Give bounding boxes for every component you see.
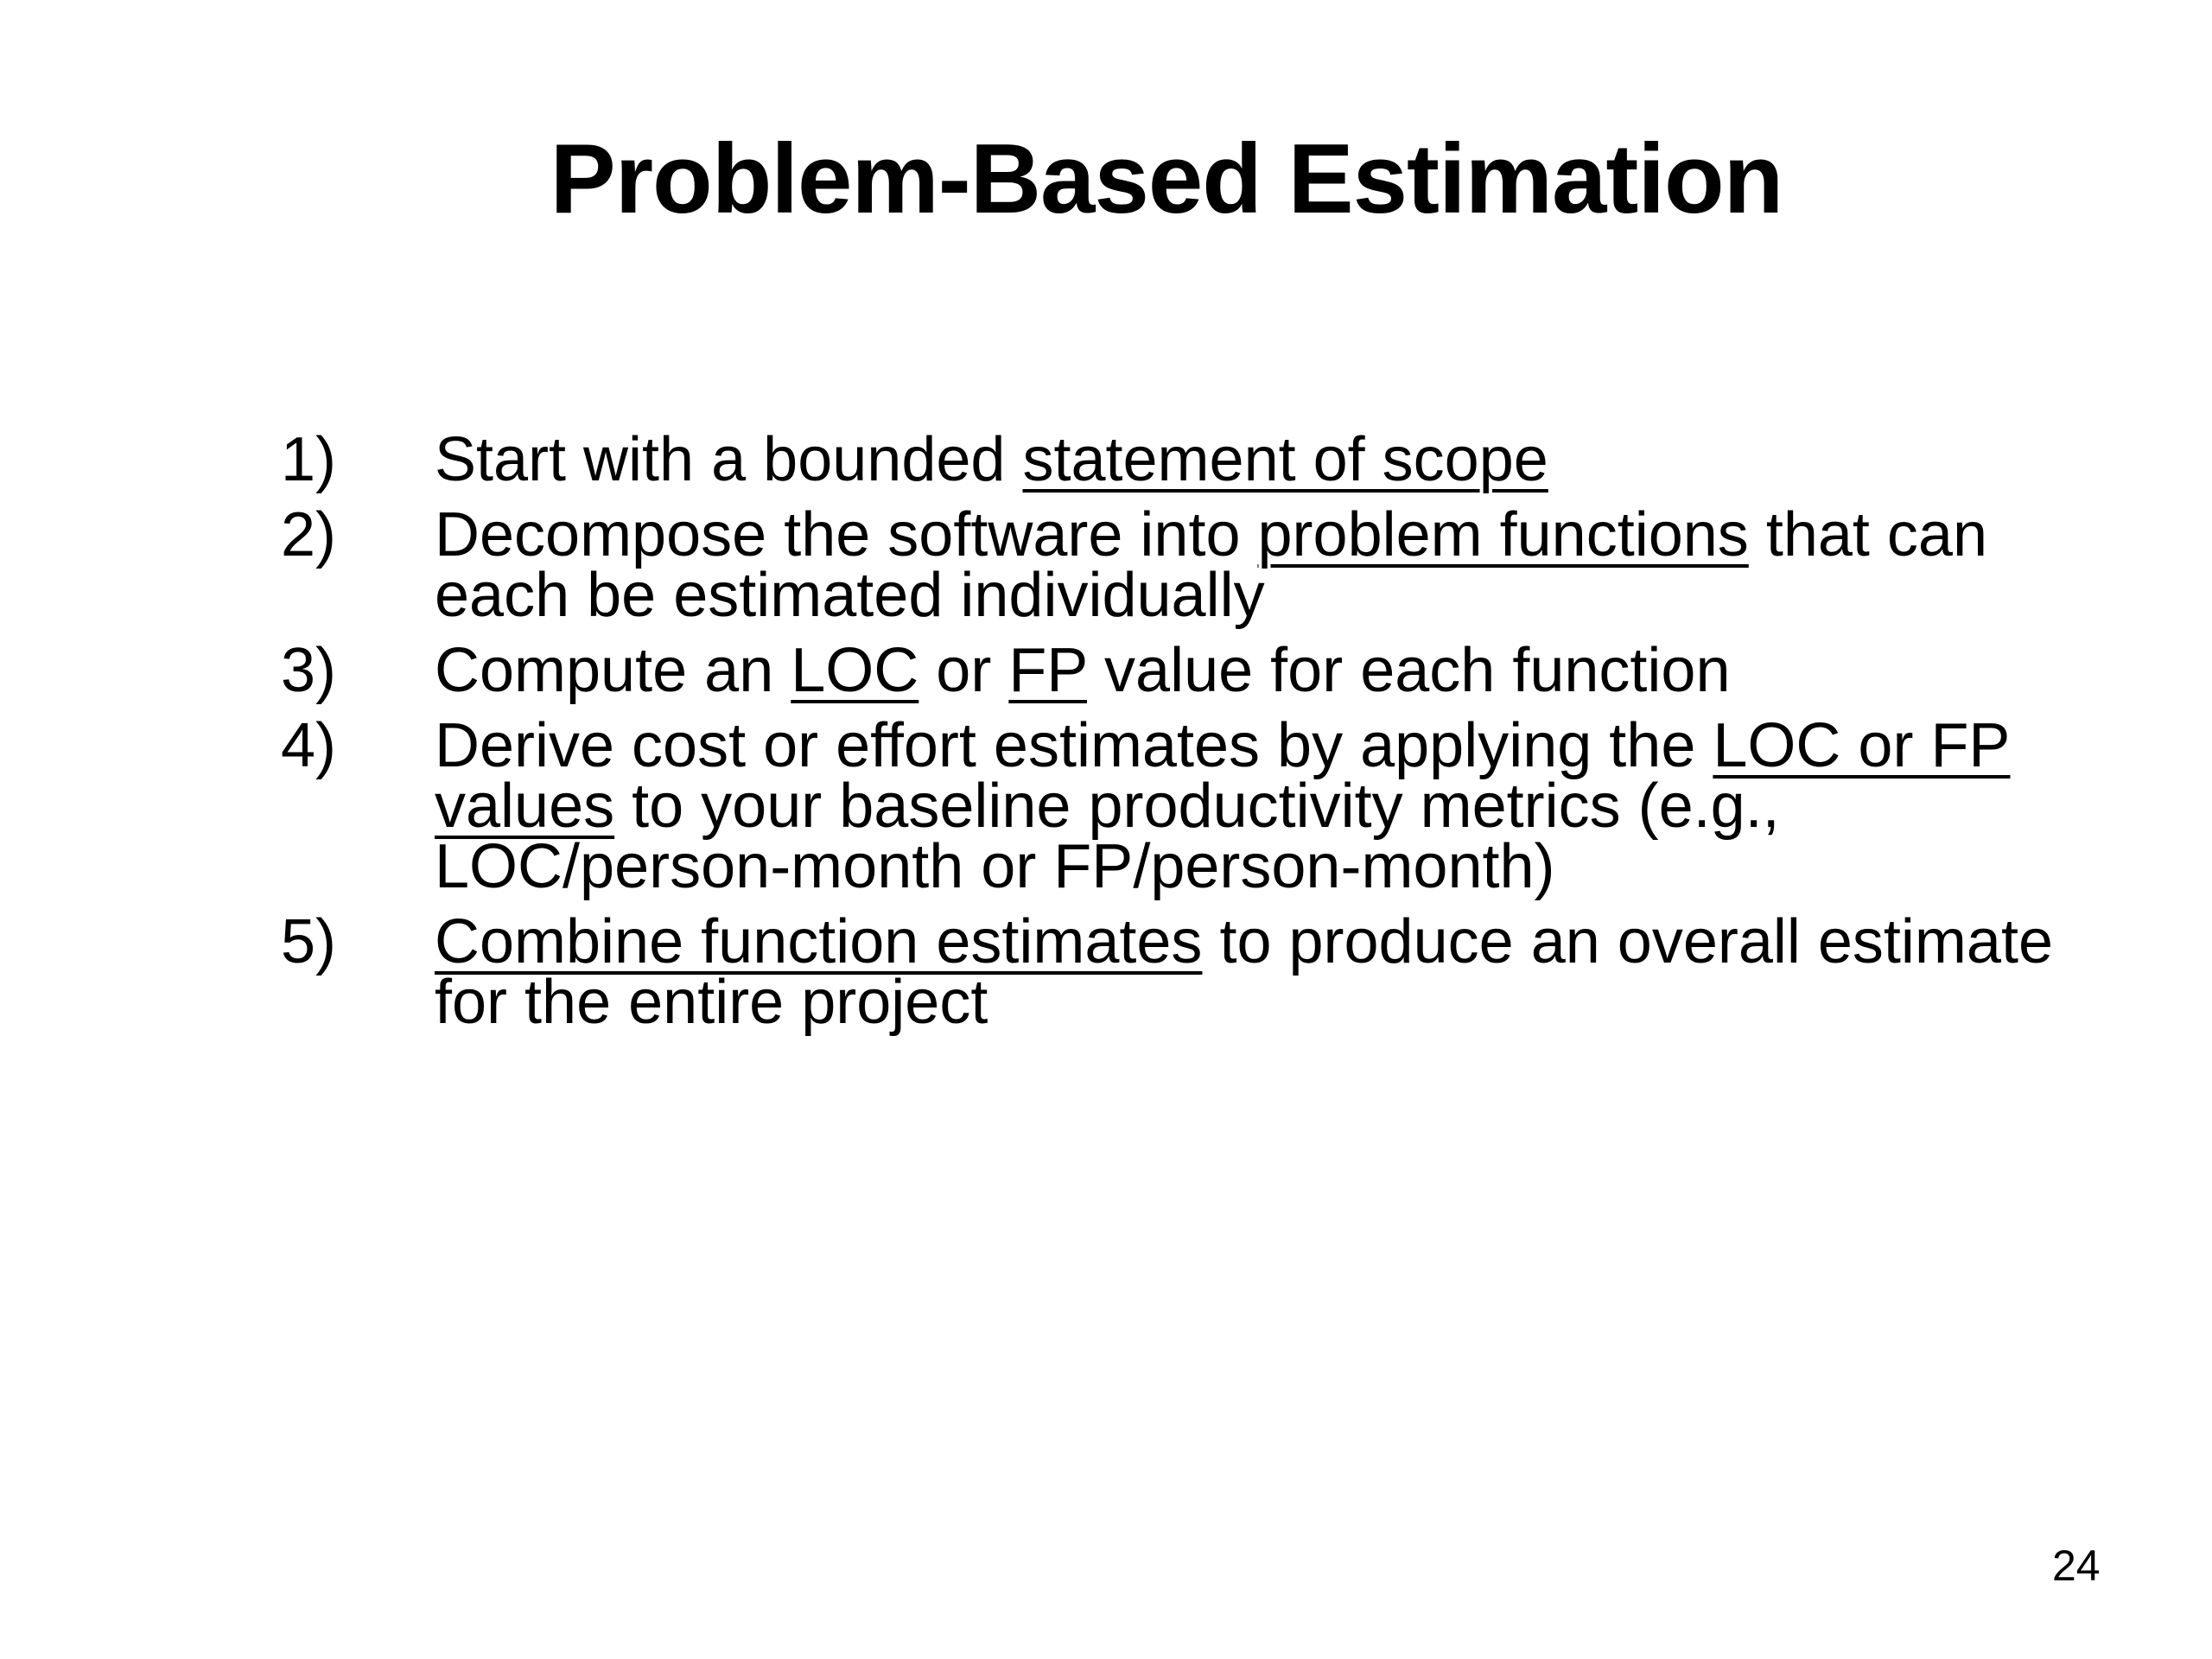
- list-item-text: [435, 711, 2078, 901]
- list-item: [281, 711, 2078, 901]
- list-item-text: [435, 907, 2078, 1037]
- text-segment: Derive cost or effort estimates by applying the: [435, 711, 1713, 780]
- underlined-term: LOC: [791, 636, 919, 705]
- list-item-number: 4): [281, 711, 337, 780]
- text-segment: Start with a bounded: [435, 425, 1023, 494]
- text-segment: that can each be estimated individually: [435, 500, 1987, 630]
- underlined-term: FP: [1008, 636, 1088, 705]
- underlined-term: statement of scope: [1022, 425, 1548, 494]
- list-item-text: [435, 425, 2078, 494]
- list-item-text: [435, 500, 2078, 630]
- list-item: [281, 500, 2078, 630]
- text-segment: to your baseline productivity metrics (e.g., LOC/person-month or FP/person-month): [435, 772, 1780, 901]
- underlined-term: problem functions: [1257, 500, 1749, 569]
- text-segment: Decompose the software into: [435, 500, 1258, 569]
- page-number: 24: [2052, 1541, 2101, 1590]
- underlined-term: LOC or FP values: [435, 711, 2011, 841]
- text-segment: value for each function: [1087, 636, 1731, 705]
- underlined-term: Combine function estimates: [435, 907, 1203, 976]
- text-segment: or: [918, 636, 1009, 705]
- list-item: [281, 636, 2078, 705]
- text-segment: to produce an overall estimate for the entire project: [435, 907, 2053, 1037]
- numbered-step-list: [281, 425, 2078, 1047]
- list-item: [281, 425, 2078, 494]
- list-item-number: 1): [281, 425, 337, 494]
- list-item-number: 3): [281, 636, 337, 705]
- list-item-text: [435, 636, 2078, 705]
- list-item-number: 2): [281, 500, 337, 569]
- list-item-number: 5): [281, 907, 337, 976]
- text-segment: Compute an: [435, 636, 791, 705]
- slide-title: Problem-Based Estimation: [550, 124, 1783, 234]
- list-item: [281, 907, 2078, 1037]
